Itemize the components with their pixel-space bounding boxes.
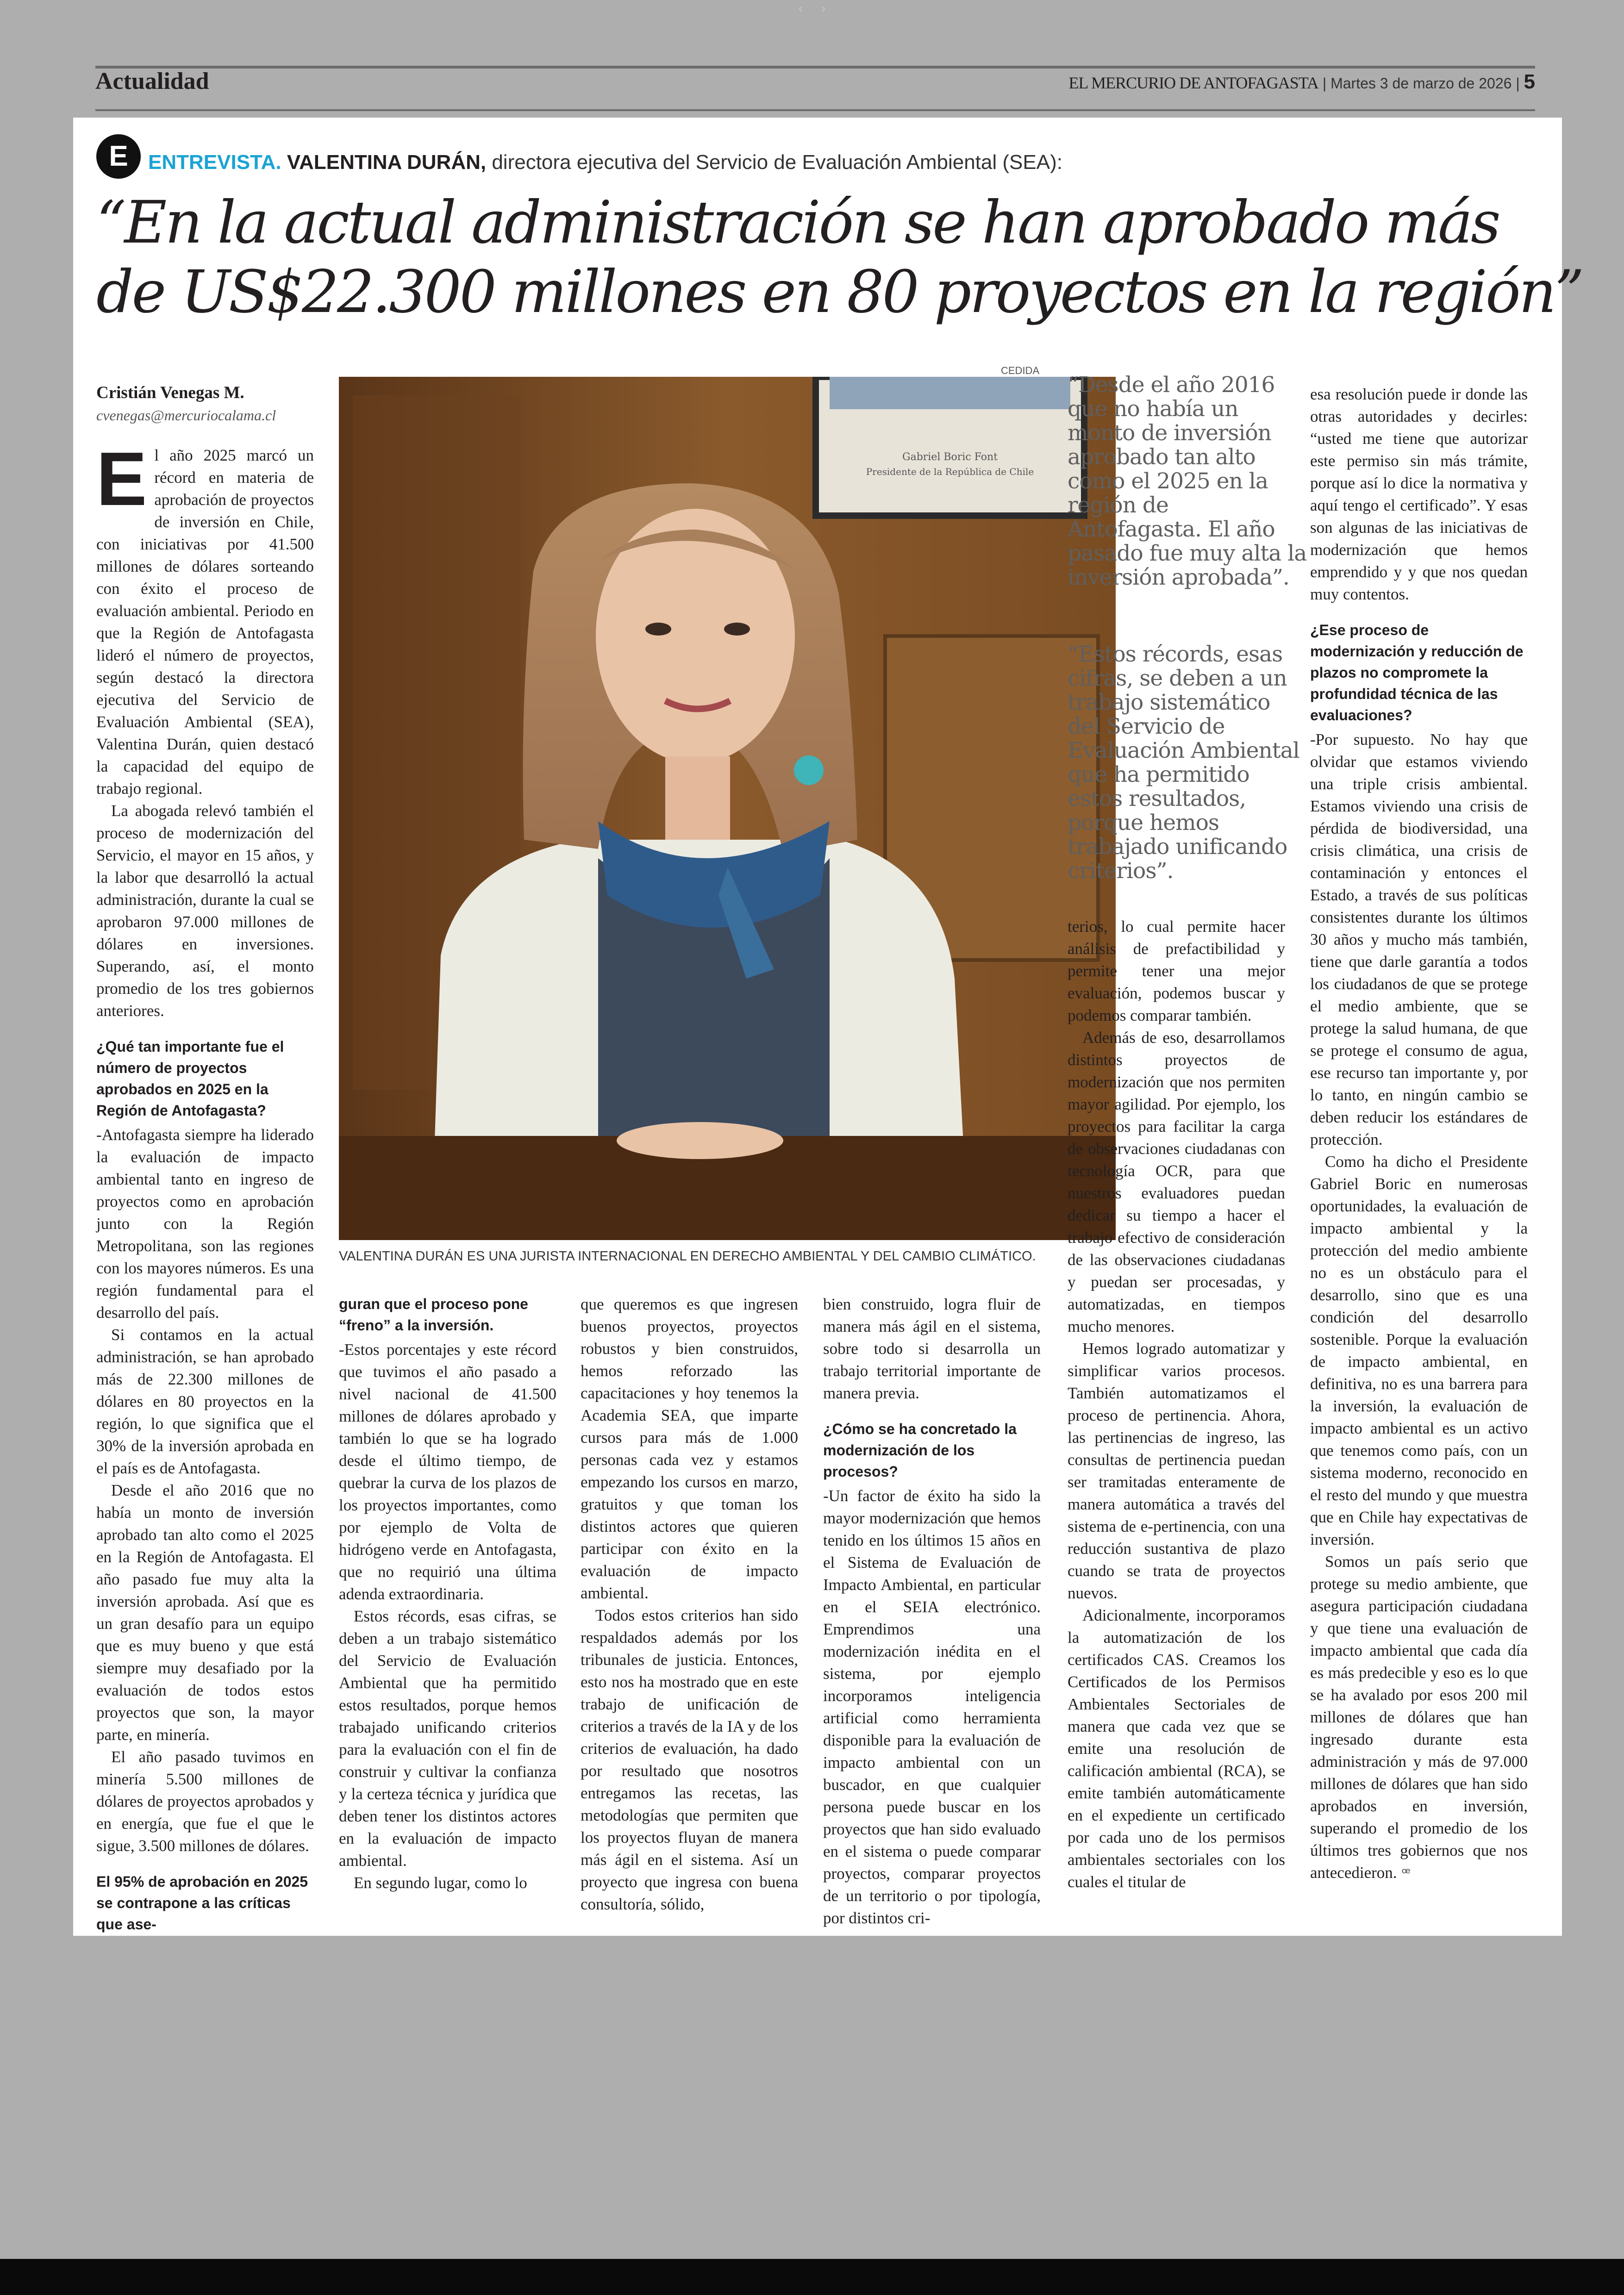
paragraph: Si contamos en la actual administración, se han aprobado más de 22.300 millones de dólares en 80 proyectos en la región, lo que significa que el 30% de la inversión aprobada en el país es de Antofagasta. — [96, 1326, 314, 1477]
newspaper-name: EL MERCURIO DE ANTOFAGASTA — [1068, 74, 1318, 92]
paragraph: bien construido, logra fluir de manera más ágil en el sistema, sobre todo si desarrolla un trabajo territorial importante de manera previa. — [823, 1295, 1041, 1402]
photo-caption: VALENTINA DURÁN ES UNA JURISTA INTERNACIONAL EN DERECHO AMBIENTAL Y DEL CAMBIO CLIMÁTICO. — [339, 1249, 1036, 1264]
answer-paragraph: -Antofagasta siempre ha liderado la evaluación de impacto ambiental tanto en ingreso de proyectos como en aprobación junto con la Región Metropolitana, son las regiones con los mayores números. Es una región fundamental para el desarrollo del país. — [96, 1126, 314, 1322]
paragraph: En segundo lugar, como lo — [354, 1874, 527, 1892]
entrevista-badge: E — [96, 134, 141, 179]
portrait-illustration — [339, 377, 1116, 1240]
page-number: 5 — [1524, 70, 1535, 93]
interview-question: El 95% de aprobación en 2025 se contrapone a las críticas que ase- — [96, 1873, 308, 1933]
lead-paragraph: El año 2025 marcó un récord en materia de aprobación de proyectos de inversión en Chile, con iniciativas por 41.500 millones de dólares sorteando con éxito el proceso de evaluación ambiental. Periodo en que la Región de Antofagasta lideró el número de proyectos, según destacó la directora ejecutiva del Servicio de Evaluación Ambiental (SEA), Valentina Durán, quien destacó la capacidad del equipo de trabajo regional. — [96, 437, 314, 798]
column-2 — [339, 1293, 556, 1894]
folio: EL MERCURIO DE ANTOFAGASTA | Martes 3 de marzo de 2026 | 5 — [1068, 70, 1535, 93]
headline-line-1: “En la actual administración se han aprobado más — [96, 188, 1499, 256]
headline — [96, 188, 1583, 327]
answer-paragraph: -Por supuesto. No hay que olvidar que estamos viviendo una triple crisis ambiental. Estamos viviendo una crisis de pérdida de biodiversidad, una crisis climática, una crisis de contaminación y entonces el Estado, a través de sus políticas consistentes durante los últimos 30 años y mucho más también, tiene que darle garantía a todos los ciudadanos de que se protege el medio ambiente, que se protege la salud humana, de que se protege el consumo de agua, ese recurso tan importante y, por lo tanto, en ningún cambio se deben reducir los estándares de protección. — [1310, 730, 1528, 1148]
paragraph: terios, lo cual permite hacer análisis de prefactibilidad y permite tener una mejor evaluación, podemos buscar y podemos comparar también. — [1068, 917, 1285, 1024]
paragraph: Desde el año 2016 que no había un monto de inversión aprobado tan alto como el 2025 en la Región de Antofagasta. El año pasado fue muy alta la inversión aprobada. Así que es un gran desafío para un equipo que es muy bueno y que está siempre muy desafiado por la evaluación de todos estos proyectos que son, la mayor parte, en minería. — [96, 1481, 314, 1744]
paragraph: El año pasado tuvimos en minería 5.500 millones de dólares de proyectos aprobados y en energía, que fue el que le sigue, 3.500 millones de dólares. — [96, 1748, 314, 1855]
paragraph: esa resolución puede ir donde las otras autoridades y decirles: “usted me tiene que autorizar este permiso sin más trámite, porque así lo dice la normativa y aquí tengo el certificado”. Y esas son algunas de las iniciativas de modernización que hemos emprendido y y que nos quedan muy contentos. — [1310, 385, 1528, 603]
kicker-label: ENTREVISTA. — [148, 151, 281, 174]
answer-paragraph: -Estos porcentajes y este récord que tuvimos el año pasado a nivel nacional de 41.500 millones de dólares aprobado y también lo que se ha logrado desde el último tiempo, de quebrar la curva de los plazos de los proyectos importantes, como por ejemplo de Volta de hidrógeno verde en Antofagasta, que no requirió una última adenda extraordinaria. — [339, 1341, 556, 1603]
interview-question: ¿Qué tan importante fue el número de proyectos aprobados en 2025 en la Región de Antofagasta? — [96, 1038, 284, 1119]
kicker — [96, 134, 1531, 181]
paragraph: Somos un país serio que protege su medio ambiente, que asegura participación ciudadana y que tiene una evaluación de impacto ambiental que cada día es más predecible y eso es lo que se ha avalado por esos 200 mil millones de dólares que han ingresado durante esta administración y más de 97.000 millones de dólares que han sido aprobados en inversión, superando el promedio de los últimos tres gobiernos que nos antecedieron. ꟹ — [1310, 1553, 1528, 1882]
byline-email[interactable]: cvenegas@mercuriocalama.cl — [96, 407, 276, 424]
column-6 — [1310, 383, 1528, 1885]
interview-question: ¿Ese proceso de modernización y reducción de plazos no compromete la profundidad técnica de las evaluaciones? — [1310, 622, 1524, 723]
section-label: Actualidad — [95, 68, 209, 94]
interviewee-role: directora ejecutiva del Servicio de Evaluación Ambiental (SEA): — [492, 151, 1062, 174]
kicker-text — [148, 151, 1062, 174]
paragraph: Hemos logrado automatizar y simplificar varios procesos. También automatizamos el proceso de pertinencia. Ahora, las pertinencias de ingreso, las consultas de pertinencia puedan ser tramitadas enteramente de manera automática a través del sistema de e-pertinencia, con una reducción sustantiva de plazo cuando se trata de proyectos nuevos. — [1068, 1340, 1285, 1602]
interview-question: guran que el proceso pone “freno” a la inversión. — [339, 1296, 528, 1334]
plaque-name: Gabriel Boric Font — [902, 451, 998, 463]
interview-photo — [339, 377, 1116, 1240]
byline-author: Cristián Venegas M. — [96, 383, 244, 402]
issue-date: Martes 3 de marzo de 2026 — [1330, 75, 1512, 92]
paragraph: Adicionalmente, incorporamos la automatización de los certificados CAS. Creamos los Certificados de los Permisos Ambientales Sectoriales de manera que cada vez que se emite una resolución de calificación ambiental (RCA), se emite también automáticamente en el expediente un certificado por cada uno de los permisos ambientales sectoriales con los cuales el titular de — [1068, 1606, 1285, 1891]
headline-line-2: de US$22.300 millones en 80 proyectos en la región” — [96, 258, 1583, 326]
column-4 — [823, 1293, 1041, 1929]
next-page-icon[interactable]: › — [820, 1, 826, 17]
previous-page-icon[interactable]: ‹ — [798, 1, 804, 17]
paragraph: que queremos es que ingresen buenos proyectos, proyectos robustos y bien construidos, hemos reforzado las capacitaciones y hoy tenemos la Academia SEA, que imparte cursos para más de 1.000 personas cada vez y estamos empezando los cursos en marzo, gratuitos y que toman los distintos actores que quieren participar con éxito en la evaluación de impacto ambiental. — [581, 1295, 798, 1602]
plaque-title: Presidente de la República de Chile — [866, 466, 1034, 477]
paragraph: Como ha dicho el Presidente Gabriel Boric en numerosas oportunidades, la evaluación de impacto ambiental y la protección del medio ambiente no es un obstáculo para el desarrollo, sino que es una condición del desarrollo sostenible. Porque la evaluación de impacto ambiental, en definitiva, no es una barrera para la inversión, la evaluación de impacto ambiental es un activo que tenemos como país, con un sistema moderno, reconocido en el resto del mundo y que muestra que en Chile hay expectativas de inversión. — [1310, 1153, 1528, 1548]
paragraph: Estos récords, esas cifras, se deben a un trabajo sistemático del Servicio de Evaluación Ambiental que ha permitido estos resultados, porque hemos trabajado unificando criterios para la evaluación con el fin de construir y cultivar la confianza y la certeza técnica y jurídica que deben tener los distintos actores en la evaluación de impacto ambiental. — [339, 1607, 556, 1870]
drop-cap: E — [96, 437, 147, 521]
paragraph: La abogada relevó también el proceso de modernización del Servicio, el mayor en 15 años, y la labor que desarrolló la actual administración, durante la cual se aprobaron 97.000 millones de dólares en inversiones. Superando, así, el monto promedio de los tres gobiernos anteriores. — [96, 802, 314, 1020]
pull-quote-1: “Desde el año 2016 que no había un monto de inversión aprobado tan alto como el 2025 en la región de Antofagasta. El año pasado fue muy alta la inversión aprobada”. — [1068, 372, 1307, 590]
header-bottom-rule — [95, 109, 1535, 111]
page-indicator — [0, 1, 1624, 17]
column-1 — [96, 381, 314, 1938]
column-3 — [581, 1293, 798, 1915]
photo-credit: CEDIDA — [1001, 365, 1040, 376]
pull-quote-2: “Estos récords, esas cifras, se deben a un trabajo sistemático del Servicio de Evaluación Ambiental que ha permitido estos resultados, porque hemos trabajado unificando criterios”. — [1068, 642, 1299, 884]
article-page — [73, 118, 1583, 1936]
column-5 — [1068, 916, 1285, 1893]
interviewee-name: VALENTINA DURÁN, — [287, 151, 487, 174]
end-of-article-icon: ꟹ — [1401, 1865, 1411, 1882]
paragraph: Todos estos criterios han sido respaldados además por los tribunales de justicia. Entonces, esto nos ha mostrado que en este trabajo de unificación de criterios a través de la IA y de los criterios de evaluación, ha dado por resultado que nosotros entregamos las recetas, las metodologías que permiten que los proyectos fluyan de manera más ágil en el sistema. Así un proyecto que ingresa con buena consultoría, sólido, — [581, 1606, 798, 1913]
running-header — [95, 65, 1535, 102]
paragraph: Además de eso, desarrollamos distintos proyectos de modernización que nos permiten mayor agilidad. Por ejemplo, los proyectos para facilitar la carga de observaciones ciudadanas con tecnología OCR, para que nuestros evaluadores puedan dedicar su tiempo a hacer el trabajo efectivo de consideración de las observaciones ciudadanas y puedan ser procesadas, y automatizadas, en tiempos mucho menores. — [1068, 1029, 1285, 1335]
answer-paragraph: -Un factor de éxito ha sido la mayor modernización que hemos tenido en los últimos 15 años en el Sistema de Evaluación de Impacto Ambiental, en particular en el SEIA electrónico. Emprendimos una modernización inédita en el sistema, por ejemplo incorporamos inteligencia artificial como herramienta disponible para la evaluación de impacto ambiental con un buscador, en que cualquier persona puede buscar en los proyectos que han sido evaluado en el sistema o puede comparar proyectos, comparar proyectos de un territorio o por tipología, por distintos cri- — [823, 1487, 1041, 1927]
interview-question: ¿Cómo se ha concretado la modernización de los procesos? — [823, 1421, 1017, 1480]
bottom-bar — [0, 2259, 1624, 2295]
